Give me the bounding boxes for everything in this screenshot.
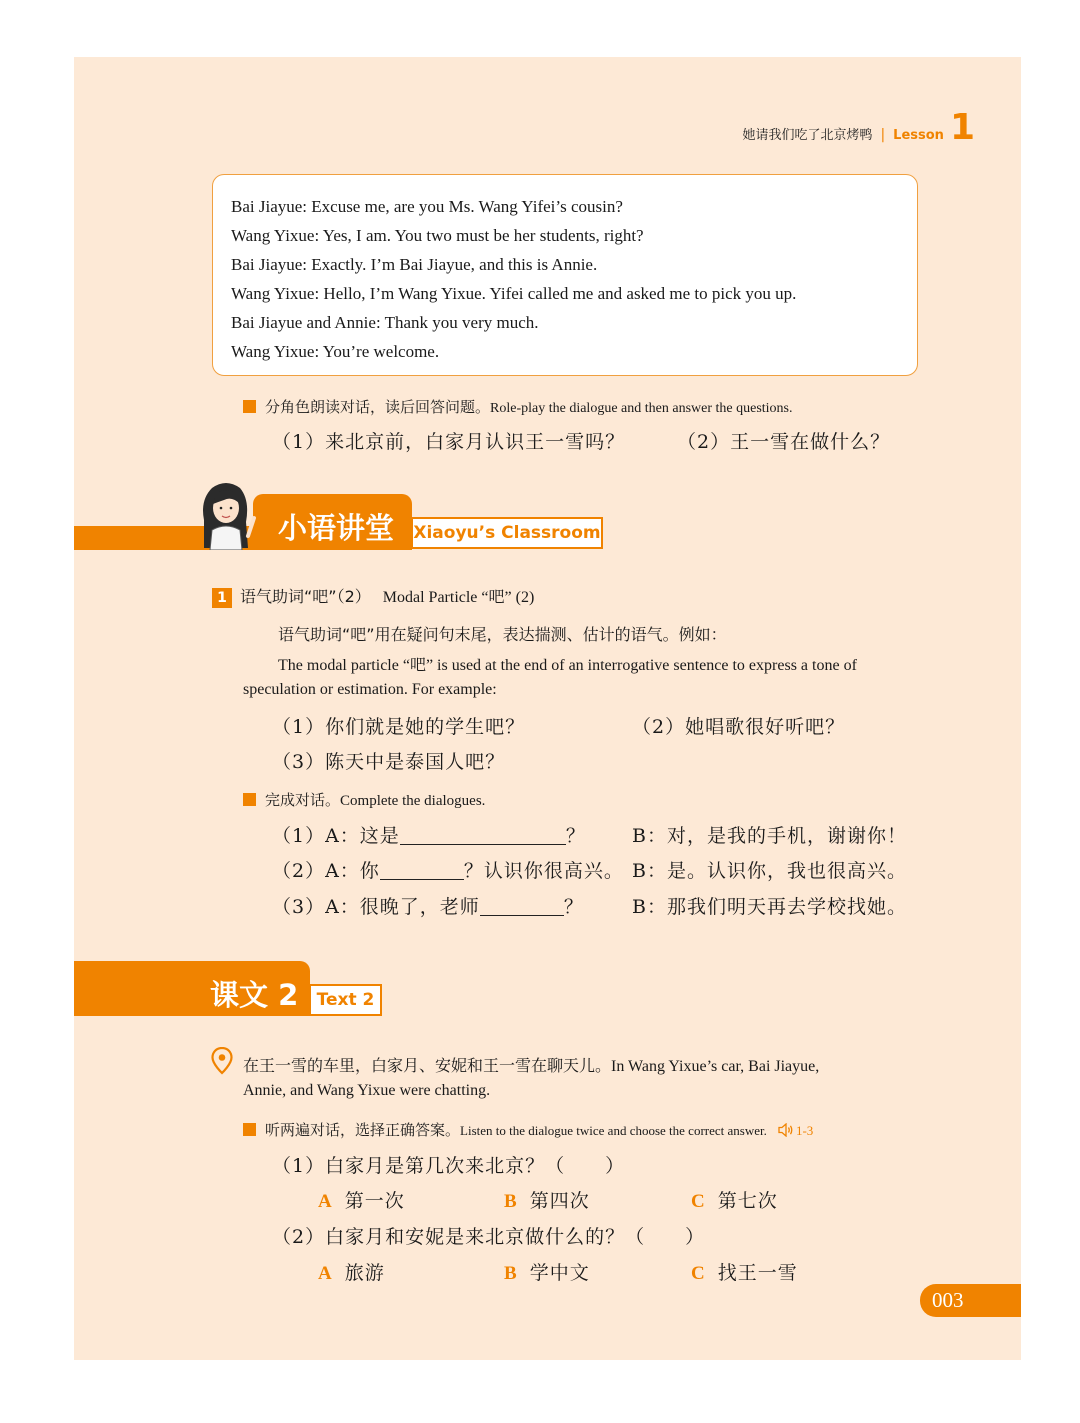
- page-number-tab: [920, 1284, 1021, 1317]
- answer-blank[interactable]: [400, 824, 566, 845]
- scene-description-cont: Annie, and Wang Yixue were chatting.: [243, 1082, 491, 1099]
- translation-line: Bai Jiayue and Annie: Thank you very much.: [231, 313, 539, 332]
- answer-blank[interactable]: [480, 895, 564, 916]
- dialogue-a: （3）A：很晚了，老师 ？: [272, 896, 584, 918]
- section-title-en: Text 2: [309, 984, 382, 1016]
- square-bullet-icon: [243, 400, 256, 413]
- option[interactable]: A 旅游: [318, 1262, 385, 1284]
- location-pin-icon: [211, 1047, 233, 1075]
- translation-line: Bai Jiayue: Excuse me, are you Ms. Wang Yifei’s cousin?: [231, 197, 623, 216]
- square-bullet-icon: [243, 793, 256, 806]
- point-number-badge: 1: [212, 588, 232, 608]
- explanation-en: The modal particle “吧” is used at the end of an interrogative sentence to express a tone of: [278, 657, 857, 674]
- section-title: 小语讲堂: [278, 511, 395, 545]
- question: （1）白家月是第几次来北京？（ ）: [272, 1155, 626, 1177]
- example-sentence: （1）你们就是她的学生吧？: [272, 716, 526, 738]
- xiaoyu-character-icon: [190, 478, 262, 550]
- lesson-title: 她请我们吃了北京烤鸭: [742, 128, 873, 143]
- question: （2）王一雪在做什么？: [677, 431, 891, 453]
- grammar-point-heading: 1 语气助词“吧”（2） Modal Particle “吧” (2): [212, 584, 534, 608]
- translation-line: Bai Jiayue: Exactly. I’m Bai Jiayue, and this is Annie.: [231, 255, 598, 274]
- header-separator: |: [880, 127, 886, 143]
- option[interactable]: C 第七次: [691, 1190, 778, 1212]
- dialogue-b: B：对，是我的手机，谢谢你！: [632, 825, 907, 847]
- explanation-en-cont: speculation or estimation. For example:: [243, 681, 497, 698]
- dialogue-b: B：是。认识你，我也很高兴。: [632, 860, 907, 882]
- example-sentence: （3）陈天中是泰国人吧？: [272, 751, 506, 773]
- task-instruction: 完成对话。Complete the dialogues.: [243, 789, 485, 810]
- page-number: 003: [932, 1288, 964, 1312]
- translation-line: Wang Yixue: Yes, I am. You two must be her students, right?: [231, 226, 644, 245]
- task-instruction: 分角色朗读对话，读后回答问题。Role-play the dialogue and then answer the questions.: [243, 396, 793, 417]
- translation-line: Wang Yixue: You’re welcome.: [231, 342, 440, 361]
- audio-speaker-icon[interactable]: [778, 1122, 794, 1141]
- task-instruction: 听两遍对话，选择正确答案。Listen to the dialogue twice and choose the correct answer. 1-3: [243, 1119, 813, 1141]
- option[interactable]: C 找王一雪: [691, 1262, 798, 1284]
- explanation-zh: 语气助词“吧”用在疑问句末尾，表达揣测、估计的语气。例如：: [278, 625, 727, 644]
- question: （1）来北京前，白家月认识王一雪吗？: [272, 431, 626, 453]
- dialogue-translation-box: [212, 174, 918, 376]
- scene-description: 在王一雪的车里，白家月、安妮和王一雪在聊天儿。In Wang Yixue’s car, Bai Jiayue,: [243, 1056, 820, 1075]
- section-title: 课文 2: [210, 978, 299, 1012]
- square-bullet-icon: [243, 1123, 256, 1136]
- option[interactable]: A 第一次: [318, 1190, 405, 1212]
- translation-line: Wang Yixue: Hello, I’m Wang Yixue. Yifei called me and asked me to pick you up.: [231, 284, 797, 303]
- dialogue-a: （2）A：你 ？认识你很高兴。: [272, 860, 624, 882]
- answer-blank[interactable]: [380, 859, 464, 880]
- section-title-en: Xiaoyu’s Classroom: [411, 517, 603, 549]
- dialogue-a: （1）A：这是 ？: [272, 825, 586, 847]
- lesson-label: Lesson: [893, 128, 944, 143]
- question: （2）白家月和安妮是来北京做什么的？（ ）: [272, 1226, 706, 1248]
- dialogue-b: B：那我们明天再去学校找她。: [632, 896, 907, 918]
- option[interactable]: B 学中文: [504, 1262, 590, 1284]
- running-head: [742, 107, 975, 148]
- lesson-number: 1: [949, 107, 975, 148]
- audio-track-number: 1-3: [795, 1123, 814, 1138]
- option[interactable]: B 第四次: [504, 1190, 590, 1212]
- example-sentence: （2）她唱歌很好听吧？: [632, 716, 846, 738]
